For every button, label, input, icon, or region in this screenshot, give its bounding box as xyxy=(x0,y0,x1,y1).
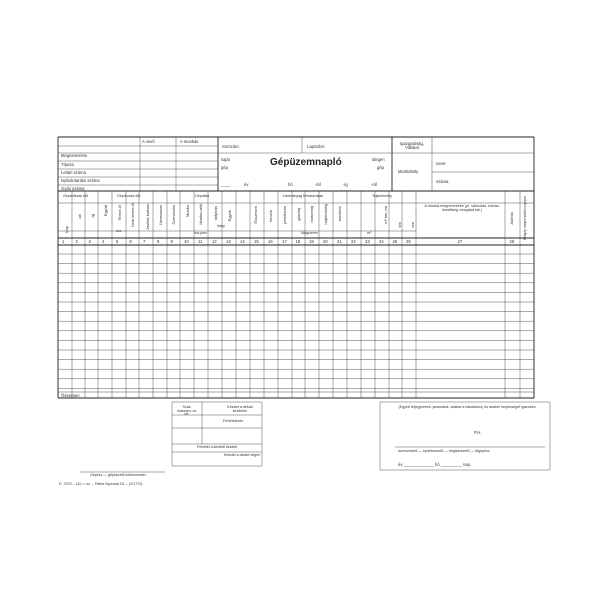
unit-kilogram: kilogramm xyxy=(301,231,318,235)
unit-hours-perc: óra.perc xyxy=(194,231,208,235)
column-number-26: 26 xyxy=(406,239,411,244)
date-month: hó xyxy=(288,182,293,187)
name-label: neve: xyxy=(436,161,447,166)
workplace-label: Munkahely xyxy=(398,169,419,174)
column-number-23: 23 xyxy=(365,239,370,244)
column-number-6: 6 xyxy=(129,239,132,244)
foreign-label: idegen xyxy=(372,157,385,162)
work-desc-heading: A munka megnevezése (pl. sáncolás, kotrás, önköltség vizsgálat stb.) xyxy=(424,204,500,213)
date-year: év xyxy=(244,182,249,187)
own-label: saját xyxy=(221,157,230,162)
machine-label-left: gép xyxy=(221,165,228,170)
footer-date: év _____________ hó _________ nap. xyxy=(398,462,472,467)
col-to: -ig xyxy=(90,214,95,219)
column-number-10: 10 xyxy=(184,239,189,244)
group-uptime: Gépműszak idő xyxy=(63,194,88,198)
column-number-19: 19 xyxy=(309,239,314,244)
row-label-tipusa: Típusa xyxy=(61,162,74,167)
group-performance: Teljesítmény xyxy=(372,194,392,198)
machine-label-right: gép xyxy=(377,165,384,170)
unit-hours: óra xyxy=(116,229,122,233)
col-weather: Időjárás xyxy=(213,206,218,221)
column-number-4: 4 xyxy=(102,239,105,244)
column-number-1: 1 xyxy=(62,239,65,244)
footer-box3: Felvétel a kezdeti készlet xyxy=(197,445,238,449)
col-organizational: Szervezési xyxy=(171,205,176,225)
footer-box2: Felvételezés xyxy=(223,419,244,423)
unit-hours2: hány xyxy=(217,224,225,228)
column-number-13: 13 xyxy=(226,239,231,244)
row-label-gyari: Gyári száma xyxy=(61,186,85,191)
column-number-5: 5 xyxy=(116,239,119,244)
total-label: Összesen xyxy=(61,393,80,398)
col-clocks: Erőgép megrendelés a gépre xyxy=(523,196,527,240)
footer-printer: D. 7570 – 110. r. sz. – Pátria Nyomda Zrt. – (2/1770) xyxy=(59,482,143,486)
column-number-27: 27 xyxy=(457,239,463,244)
col-from: -tól xyxy=(77,214,82,220)
date-to: -ig xyxy=(343,182,348,187)
footer-box1b: Készlet a dekád kezdetén xyxy=(227,405,253,413)
column-number-22: 22 xyxy=(351,239,356,244)
col-other: Egyéb xyxy=(227,210,232,222)
column-number-11: 11 xyxy=(198,239,203,244)
footer-sig-right: üzemvezető — építésvezető — brigádvezető — főgépész xyxy=(398,449,490,453)
row-label-leltari: Leltári száma xyxy=(61,170,86,175)
date-about: -ról xyxy=(371,182,378,187)
col-productive: Terme-lő xyxy=(117,205,122,221)
col-together2: Összesen xyxy=(253,206,258,224)
col-day: Nap xyxy=(64,226,69,234)
col-together: Együtt xyxy=(103,205,108,217)
col-signature: Aláírás xyxy=(509,212,514,225)
fuel-motoroil: motorolaj xyxy=(309,206,314,223)
perf-km: km xyxy=(397,222,402,228)
fuel-benzin: benzin xyxy=(268,210,273,222)
group-machine-time: Gépmunka idő xyxy=(117,194,141,198)
column-number-7: 7 xyxy=(143,239,146,244)
page-title: Gépüzemnapló xyxy=(270,157,342,168)
fuel-gasoil: gázolaj xyxy=(296,208,301,221)
column-number-28: 28 xyxy=(509,239,515,244)
column-number-24: 24 xyxy=(379,239,384,244)
fuel-grease: kenőzsír xyxy=(337,206,342,222)
column-number-8: 8 xyxy=(157,239,160,244)
column-number-15: 15 xyxy=(254,239,259,244)
fuel-gearoil: hajtóműolaj xyxy=(323,204,328,225)
col-breakdown: Üzemzavar xyxy=(158,205,163,226)
column-number-9: 9 xyxy=(170,239,173,244)
date-line-left: ____ xyxy=(221,182,231,187)
a-worker-label: A munkás xyxy=(180,139,199,144)
footer-sig-left: Gépész — gépkezelő kottonmester xyxy=(90,473,147,477)
column-number-14: 14 xyxy=(240,239,245,244)
serial-label: Sorszám: xyxy=(222,144,240,149)
number-label: száma: xyxy=(436,179,450,184)
row-label-megnevezese: Megnevezése xyxy=(61,153,88,158)
row-label-nyilvantartasi: Nyilvántartási száma xyxy=(61,178,100,183)
column-number-20: 20 xyxy=(323,239,328,244)
footer-ph: P.H. xyxy=(474,430,482,435)
col-unproductive: Nem terme-lő xyxy=(130,203,135,228)
sheet-label: Lapszám: xyxy=(307,144,326,149)
a-vendor-label: A vevő xyxy=(142,139,155,144)
col-no-work: Munka-nélk. xyxy=(198,203,203,225)
column-number-12: 12 xyxy=(212,239,217,244)
fuel-petroleum: petróleum xyxy=(282,206,287,224)
column-number-21: 21 xyxy=(337,239,342,244)
org-label: Igazgatóság, Vállalat xyxy=(400,141,424,151)
unit-m3: m³ xyxy=(367,231,372,235)
group-standstill: Gépállás xyxy=(195,194,210,198)
column-number-2: 2 xyxy=(75,239,78,244)
footer-other-notes: (Egyéb feljegyzések, javaslatok, adatok a hátoldalon) Az adatok helyességét igazolom: xyxy=(398,405,537,409)
date-from: -tól xyxy=(315,182,321,187)
footer-box4: Készlet a dekád végén xyxy=(223,453,261,457)
column-number-17: 17 xyxy=(282,239,287,244)
perf-m3km: m³ km, ha xyxy=(383,206,388,224)
column-number-18: 18 xyxy=(295,239,301,244)
column-number-3: 3 xyxy=(88,239,91,244)
footer-box1: Szak. óraszám, sz. bé. xyxy=(176,405,198,417)
col-repair: Javítás karban xyxy=(145,204,150,231)
column-number-25: 25 xyxy=(392,239,398,244)
col-work: Munka xyxy=(185,205,190,218)
column-number-16: 16 xyxy=(268,239,273,244)
group-fuel: Üzemanyag felhasználás xyxy=(283,194,324,198)
perf-hours: óra xyxy=(410,222,415,228)
